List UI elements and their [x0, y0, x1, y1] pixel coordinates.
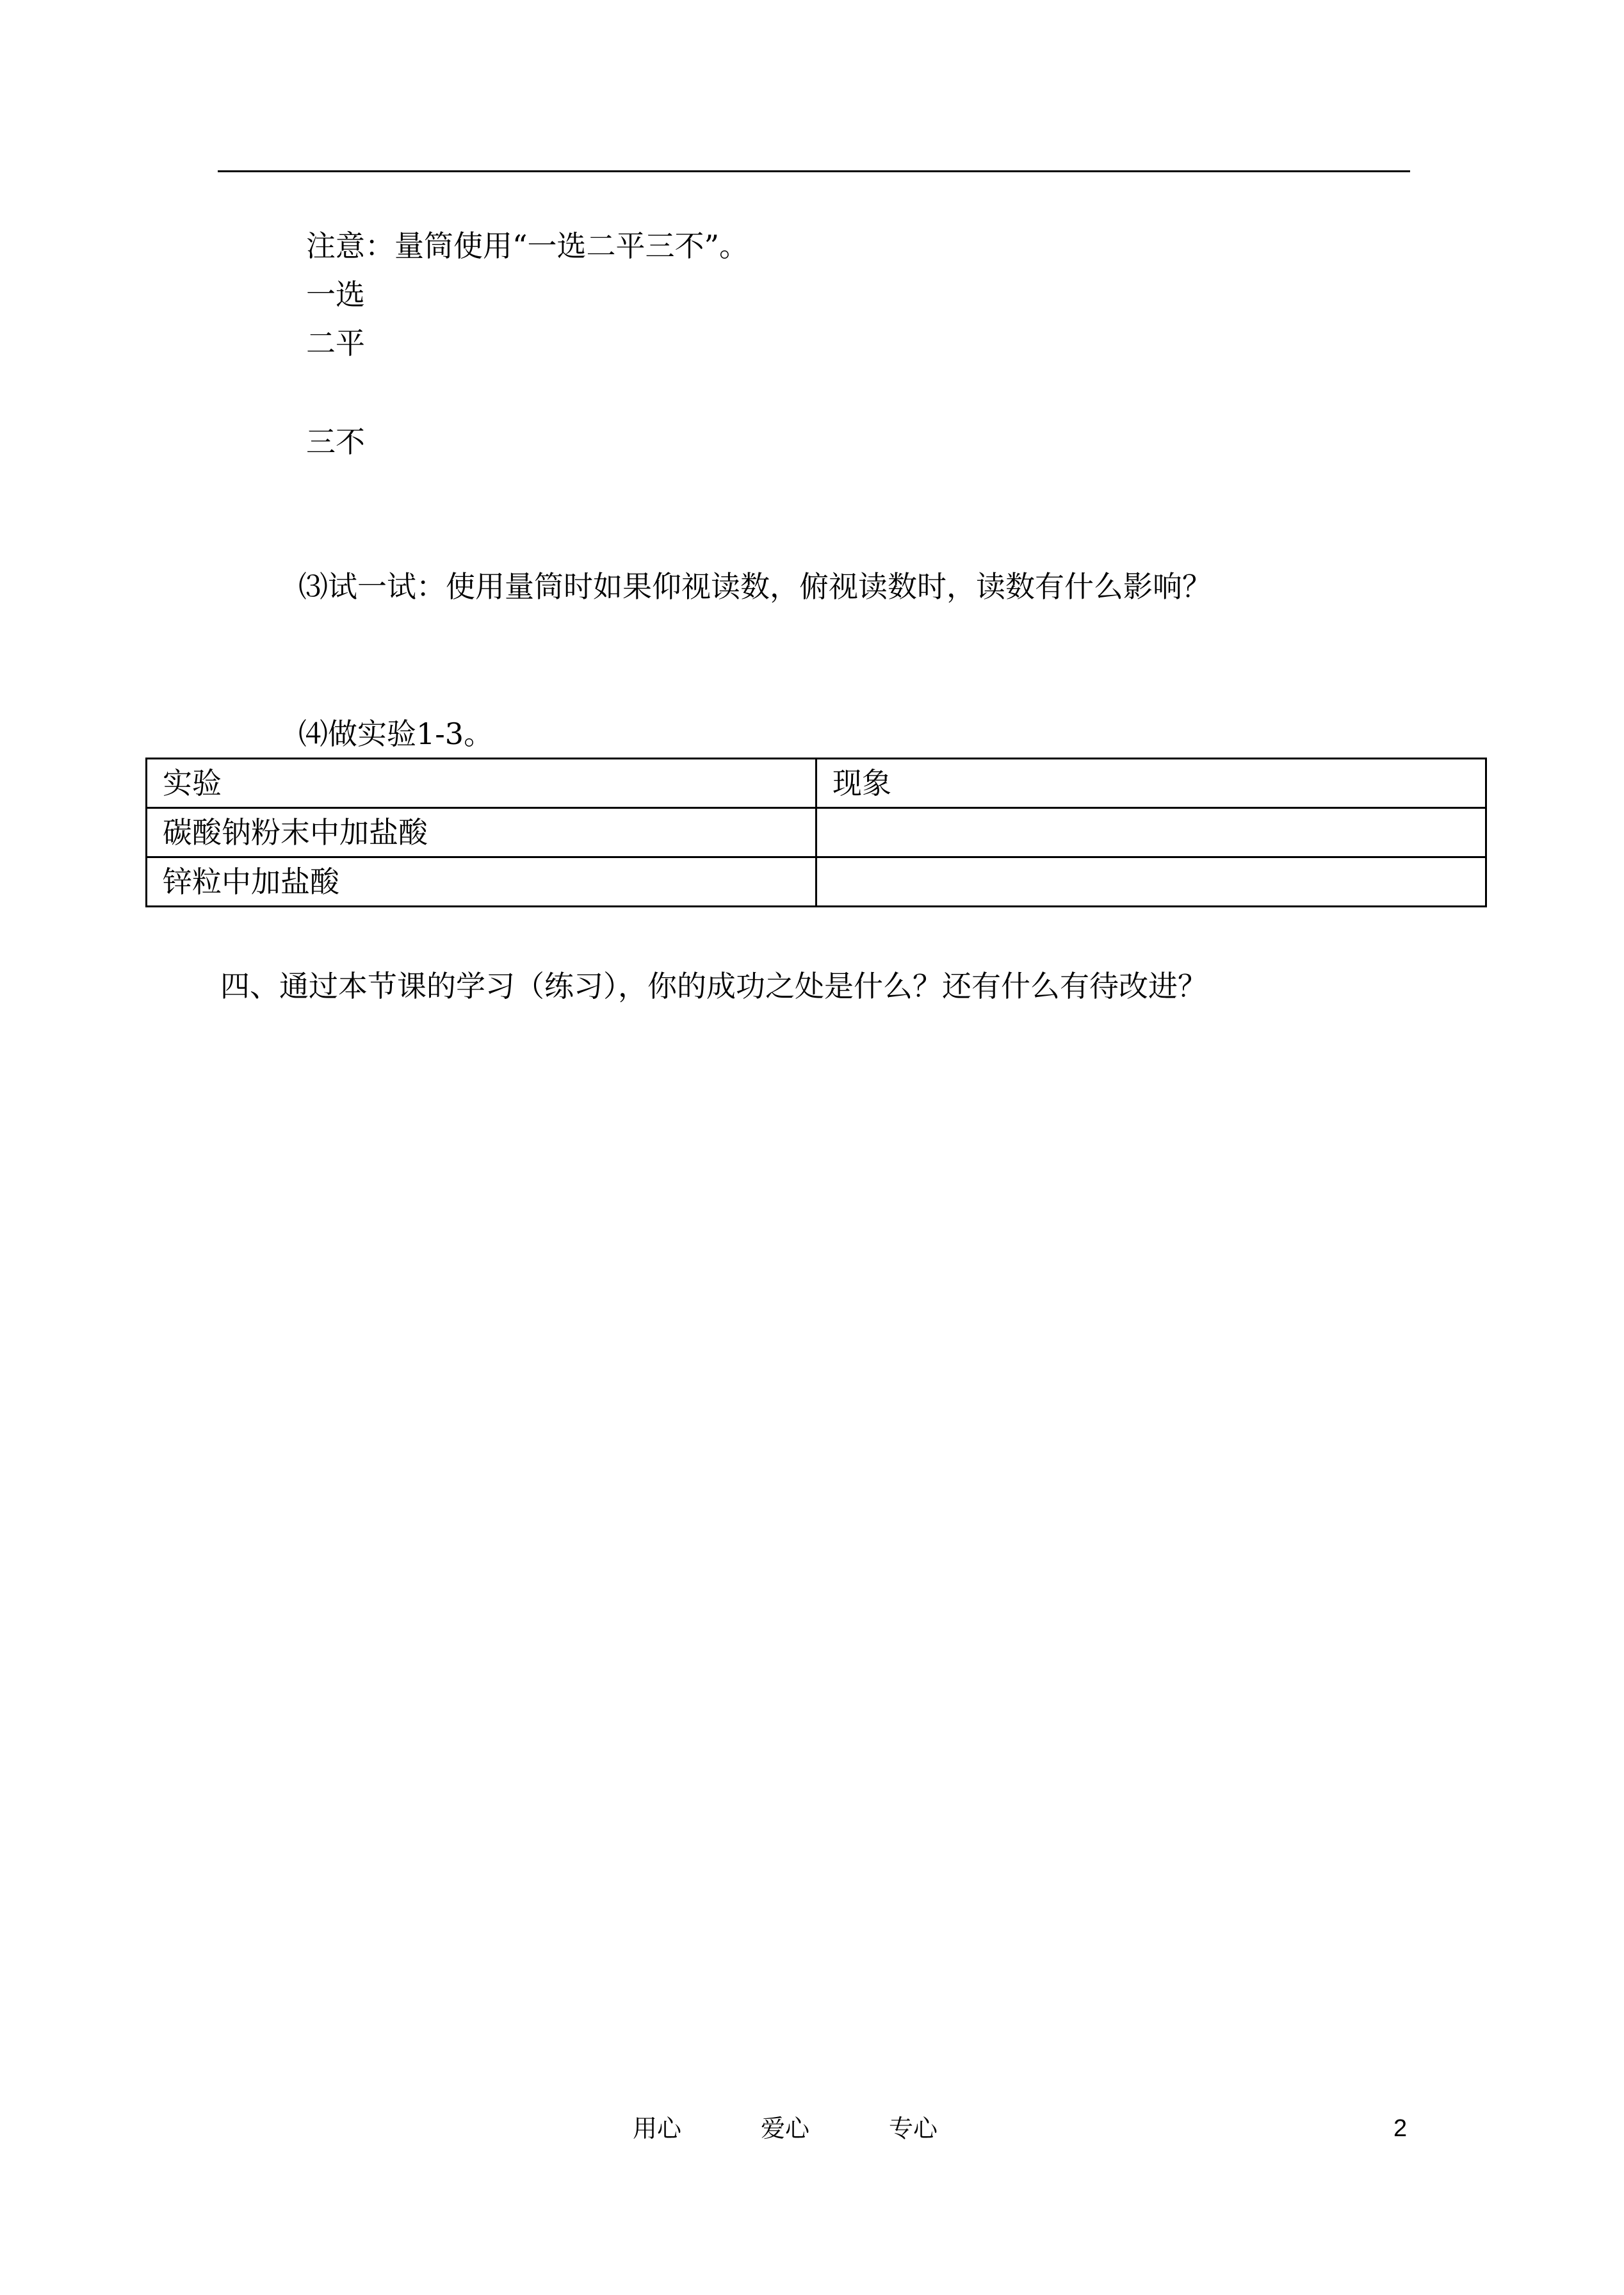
- section-4-heading: 四、通过本节课的学习（练习），你的成功之处是什么？还有什么有待改进？: [220, 969, 1207, 1003]
- item-er: 二平: [306, 326, 365, 361]
- footer-item: 专心: [889, 2114, 938, 2143]
- table-row: [147, 857, 1486, 907]
- note-text: 注意：量筒使用“一选二平三不”。: [306, 229, 749, 263]
- question-3: ⑶试一试：使用量筒时如果仰视读数，俯视读数时，读数有什么影响？: [298, 569, 1212, 604]
- cell-phenomenon[interactable]: [816, 808, 1486, 857]
- table-row: [147, 808, 1486, 857]
- cell-phenomenon[interactable]: [816, 857, 1486, 907]
- question-4: ⑷做实验1-3。: [298, 717, 494, 751]
- header-experiment: 实验: [147, 759, 816, 808]
- item-san: 三不: [306, 425, 365, 459]
- table-header-row: [147, 759, 1486, 808]
- experiment-table: [145, 758, 1487, 907]
- footer-item: 爱心: [761, 2114, 810, 2143]
- page-number: 2: [1393, 2115, 1408, 2142]
- header-rule: [218, 170, 1410, 172]
- footer-item: 用心: [633, 2114, 682, 2143]
- cell-experiment: 碳酸钠粉末中加盐酸: [147, 808, 816, 857]
- cell-experiment: 锌粒中加盐酸: [147, 857, 816, 907]
- item-yi: 一选: [306, 277, 365, 312]
- header-phenomenon: 现象: [816, 759, 1486, 808]
